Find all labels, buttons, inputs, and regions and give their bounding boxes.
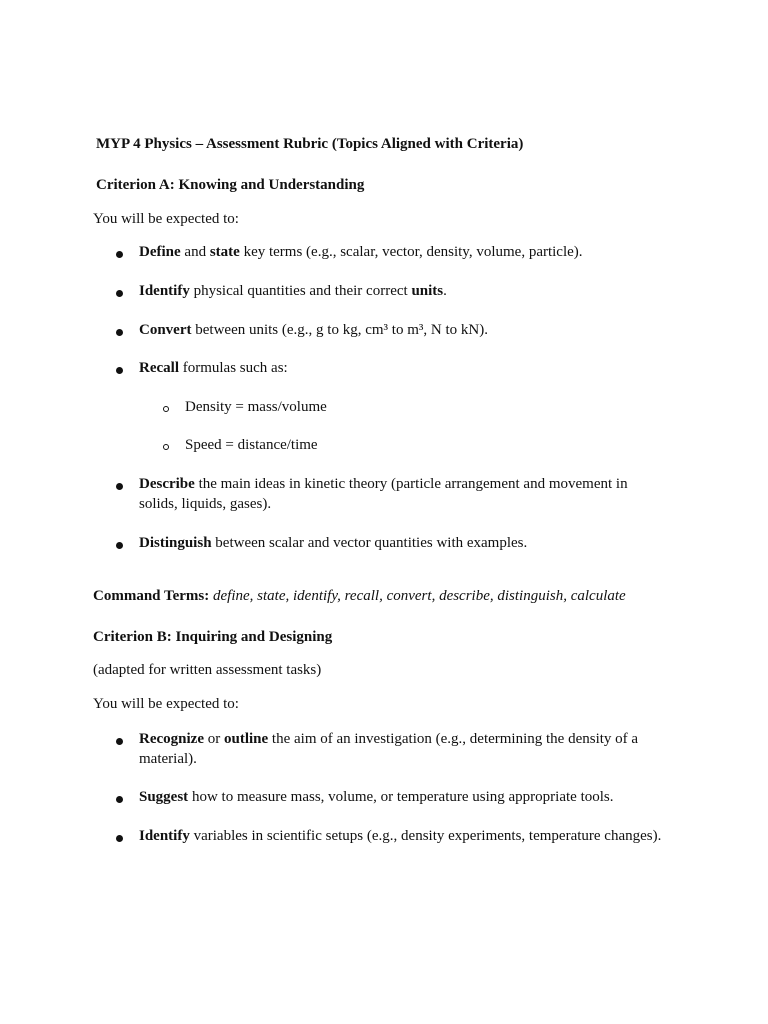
bullet-icon: [116, 367, 123, 374]
command-terms-label: Command Terms:: [93, 588, 210, 604]
bullet-icon: [116, 738, 123, 745]
criterion-b-heading: Criterion B: Inquiring and Designing: [93, 629, 333, 645]
criterion-b-item: [139, 827, 669, 847]
command-terms-list: define, state, identify, recall, convert, describe, distinguish, calculate: [213, 588, 626, 604]
item-text: between units (e.g., g to kg, cm³ to m³, N to kN).: [191, 322, 488, 338]
command-terms-line: [93, 587, 626, 607]
item-keyword: Distinguish: [139, 535, 212, 551]
criterion-a-item: [139, 321, 669, 341]
item-text: key terms (e.g., scalar, vector, density, volume, particle).: [239, 244, 583, 260]
item-text: between scalar and vector quantities with examples.: [211, 535, 528, 551]
sub-bullet-icon: [163, 406, 169, 412]
sub-bullet-icon: [163, 444, 169, 450]
item-text: the aim of an investigation (e.g., determining the density of a material).: [139, 731, 639, 767]
item-text: physical quantities and their correct: [189, 283, 412, 299]
item-text: .: [443, 283, 447, 299]
criterion-a-item: [139, 282, 669, 302]
bullet-icon: [116, 290, 123, 297]
bullet-icon: [116, 796, 123, 803]
bullet-icon: [116, 483, 123, 490]
criterion-a-intro: You will be expected to:: [93, 211, 239, 227]
item-keyword: Identify: [139, 283, 190, 299]
formula-item: Density = mass/volume: [185, 399, 327, 415]
bullet-icon: [116, 835, 123, 842]
item-text: the main ideas in kinetic theory (particle arrangement and movement in solids, liquids, gases).: [139, 476, 628, 512]
bullet-icon: [116, 251, 123, 258]
item-keyword: Convert: [139, 322, 192, 338]
item-keyword: Recall: [139, 360, 179, 376]
document-title: MYP 4 Physics – Assessment Rubric (Topics Aligned with Criteria): [96, 136, 524, 152]
criterion-b-note: (adapted for written assessment tasks): [93, 662, 322, 678]
item-keyword: units: [411, 283, 444, 299]
item-keyword: Define: [139, 244, 181, 260]
item-keyword: Describe: [139, 476, 195, 492]
bullet-icon: [116, 542, 123, 549]
item-text: variables in scientific setups (e.g., density experiments, temperature changes).: [189, 828, 662, 844]
criterion-b-item: [139, 788, 669, 808]
item-text: how to measure mass, volume, or temperature using appropriate tools.: [188, 789, 614, 805]
criterion-a-item: [139, 243, 669, 263]
item-keyword: Suggest: [139, 789, 189, 805]
item-text: or: [203, 731, 224, 747]
item-text: and: [180, 244, 210, 260]
item-text: formulas such as:: [178, 360, 288, 376]
item-keyword: outline: [223, 731, 269, 747]
criterion-a-item: [139, 359, 669, 379]
criterion-b-item: [139, 730, 669, 769]
bullet-icon: [116, 329, 123, 336]
criterion-b-intro: You will be expected to:: [93, 696, 239, 712]
criterion-a-item: [139, 534, 669, 554]
criterion-a-heading: Criterion A: Knowing and Understanding: [96, 177, 365, 193]
item-keyword: Recognize: [139, 731, 204, 747]
criterion-a-item: [139, 475, 669, 514]
item-keyword: state: [209, 244, 240, 260]
item-keyword: Identify: [139, 828, 190, 844]
formula-item: Speed = distance/time: [185, 437, 318, 453]
